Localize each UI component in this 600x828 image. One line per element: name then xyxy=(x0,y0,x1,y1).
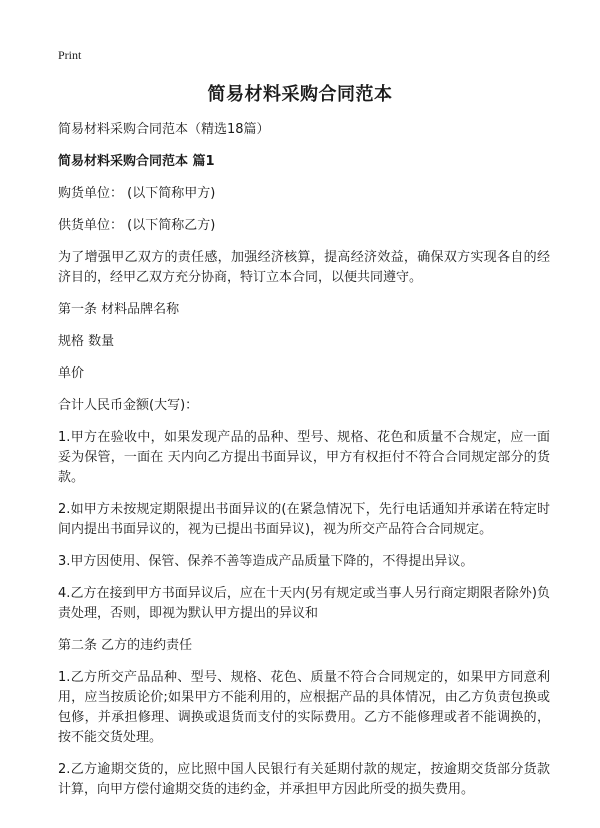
supplier-line: 供货单位： (以下简称乙方) xyxy=(58,218,216,233)
clause-paragraph: 4.乙方在接到甲方书面异议后，应在十天内(另有规定或当事人另行商定期限者除外)负责处理，否则，即视为默认甲方提出的异议和 xyxy=(58,586,550,621)
document-body xyxy=(58,120,550,812)
preamble-paragraph: 为了增强甲乙双方的责任感，加强经济核算，提高经济效益，确保双方实现各自的经济目的，经甲乙双方充分协商，特订立本合同，以便共同遵守。 xyxy=(58,250,550,285)
buyer-line: 购货单位： (以下简称甲方) xyxy=(58,186,216,201)
clause-paragraph: 1.乙方所交产品品种、型号、规格、花色、质量不符合合同规定的，如果甲方同意利用，应当按质论价;如果甲方不能利用的，应根据产品的具体情况，由乙方负责包换或包修，并承担修理、调换或退货而支付的实际费用。乙方不能修理或者不能调换的，按不能交货处理。 xyxy=(58,670,550,745)
section-heading: 简易材料采购合同范本 篇1 xyxy=(58,154,215,169)
clause-paragraph: 2.如甲方未按规定期限提出书面异议的(在紧急情况下，先行电话通知并承诺在特定时间内提出书面异议的，视为已提出书面异议)，视为所交产品符合合同规定。 xyxy=(58,502,550,537)
clause-paragraph: 3.甲方因使用、保管、保养不善等造成产品质量下降的，不得提出异议。 xyxy=(58,554,474,569)
article-two-heading: 第二条 乙方的违约责任 xyxy=(58,638,193,653)
document-title: 简易材料采购合同范本 xyxy=(207,84,393,105)
unit-price-line: 单价 xyxy=(58,366,85,381)
clause-paragraph: 1.甲方在验收中，如果发现产品的品种、型号、规格、花色和质量不合规定，应一面妥为保管，一面在 天内向乙方提出书面异议，甲方有权拒付不符合合同规定部分的货款。 xyxy=(58,430,550,485)
spec-quantity-line: 规格 数量 xyxy=(58,334,115,349)
subtitle: 简易材料采购合同范本（精选18篇） xyxy=(58,122,270,137)
total-amount-line: 合计人民币金额(大写)： xyxy=(58,398,199,413)
print-label: Print xyxy=(58,48,82,62)
clause-paragraph: 2.乙方逾期交货的，应比照中国人民银行有关延期付款的规定，按逾期交货部分货款计算，向甲方偿付逾期交货的违约金，并承担甲方因此所受的损失费用。 xyxy=(58,762,550,797)
article-one-heading: 第一条 材料品牌名称 xyxy=(58,302,180,317)
